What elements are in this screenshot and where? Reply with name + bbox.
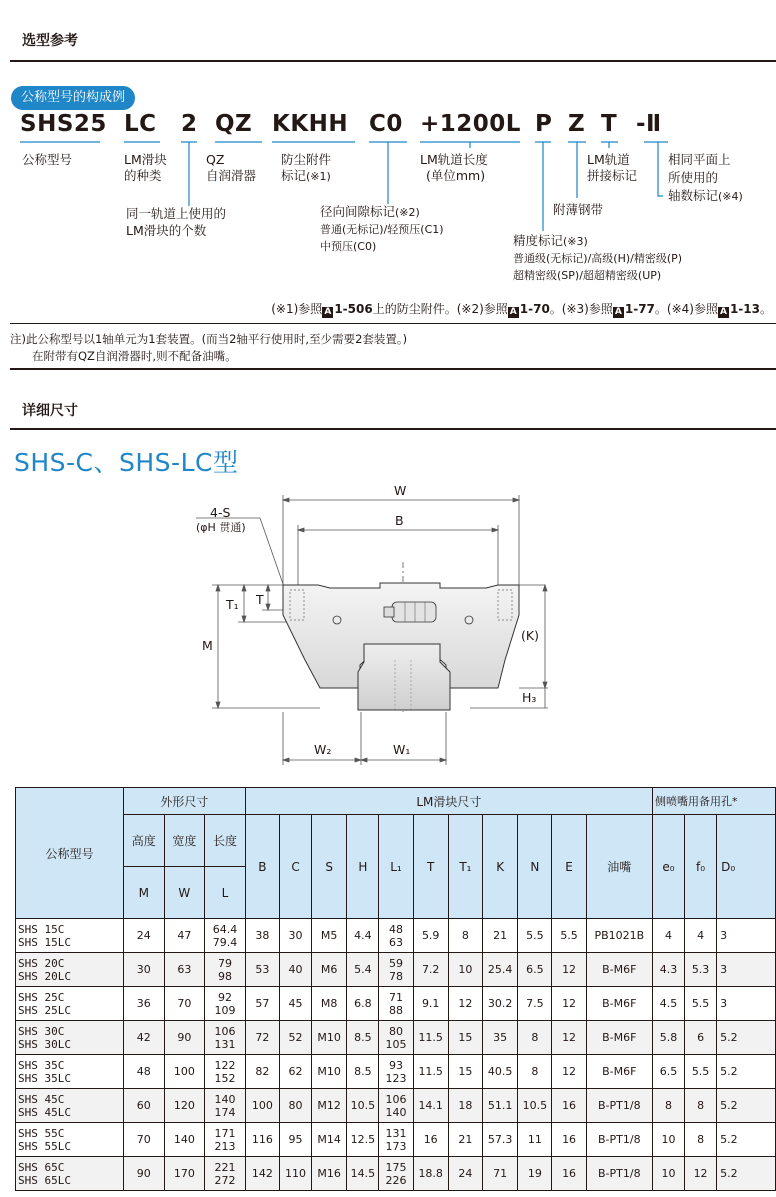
cell-model: SHS 20C SHS 20LC (16, 953, 124, 987)
cell-C: 80 (279, 1089, 311, 1123)
th-N: N (518, 815, 552, 919)
cell-e0: 10 (652, 1157, 684, 1191)
cell-D0: 5.2 (717, 1123, 776, 1157)
cell-D0: 3 (717, 953, 776, 987)
cell-S: M5 (312, 919, 347, 953)
cell-K: 21 (483, 919, 518, 953)
section-title-detail: 详细尺寸 (22, 403, 78, 419)
label-dust-1: 防尘附件 (281, 152, 332, 167)
cell-E: 16 (552, 1157, 586, 1191)
notes-rule-bottom (10, 368, 776, 370)
cell-C: 40 (279, 953, 311, 987)
pn-model: SHS25 (20, 111, 107, 137)
dim-holes-1: 4-S (210, 505, 231, 520)
table-row (16, 1157, 776, 1191)
cell-L1: 80 105 (379, 1021, 413, 1055)
cell-H: 14.5 (347, 1157, 379, 1191)
reference-line: (※1)参照 A 1-506上的防尘附件。(※2)参照 A 1-70。(※3)参照 A 1-77。(※4)参照 A 1-13。 (271, 302, 772, 317)
cell-N: 10.5 (518, 1089, 552, 1123)
cell-T: 16 (413, 1123, 448, 1157)
cell-L: 92 109 (205, 987, 246, 1021)
cell-H: 8.5 (347, 1021, 379, 1055)
cell-D0: 5.2 (717, 1089, 776, 1123)
th-B: B (245, 815, 279, 919)
label-block-type-1: LM滑块 (124, 152, 167, 167)
cell-f0: 5.5 (685, 987, 717, 1021)
cell-M: 36 (123, 987, 164, 1021)
cell-e0: 4.5 (652, 987, 684, 1021)
cell-D0: 3 (717, 919, 776, 953)
cell-M: 30 (123, 953, 164, 987)
cell-W: 100 (164, 1055, 205, 1089)
notes-rule (10, 323, 776, 324)
cell-M: 48 (123, 1055, 164, 1089)
cell-T: 5.9 (413, 919, 448, 953)
cell-B: 72 (245, 1021, 279, 1055)
cell-H: 4.4 (347, 919, 379, 953)
cell-N: 5.5 (518, 919, 552, 953)
label-steel-tape: 附薄钢带 (553, 202, 604, 217)
label-qz-2: 自润滑器 (206, 168, 257, 183)
cell-e0: 8 (652, 1089, 684, 1123)
pn-count: 2 (181, 111, 198, 137)
label-rail-length-1: LM轨道长度 (420, 152, 488, 167)
th-f0: f₀ (685, 815, 717, 919)
cell-K: 71 (483, 1157, 518, 1191)
cell-B: 142 (245, 1157, 279, 1191)
pn-rail-length: +1200L (420, 111, 521, 137)
cell-L: 171 213 (205, 1123, 246, 1157)
cell-C: 52 (279, 1021, 311, 1055)
cell-T: 9.1 (413, 987, 448, 1021)
cell-C: 62 (279, 1055, 311, 1089)
cell-L1: 48 63 (379, 919, 413, 953)
cell-nip: B-PT1/8 (586, 1123, 652, 1157)
cell-S: M12 (312, 1089, 347, 1123)
cell-B: 82 (245, 1055, 279, 1089)
table-row (16, 1089, 776, 1123)
cell-H: 12.5 (347, 1123, 379, 1157)
cell-model: SHS 65C SHS 65LC (16, 1157, 124, 1191)
th-W: W (164, 867, 205, 919)
cell-C: 30 (279, 919, 311, 953)
label-accuracy-3: 超精密级(SP)/超超精密级(UP) (513, 269, 662, 282)
cell-W: 47 (164, 919, 205, 953)
label-block-type-2: 的种类 (124, 168, 162, 183)
cell-nip: B-M6F (586, 1021, 652, 1055)
th-side: 侧喷嘴用备用孔* (652, 788, 775, 815)
th-length: 长度 (205, 815, 246, 867)
cell-L1: 71 88 (379, 987, 413, 1021)
label-accuracy-2: 普通级(无标记)/高级(H)/精密级(P) (513, 252, 683, 265)
cell-L1: 59 78 (379, 953, 413, 987)
section-rule (10, 428, 776, 430)
cell-K: 30.2 (483, 987, 518, 1021)
cell-nip: B-M6F (586, 953, 652, 987)
dim-M: M (202, 638, 213, 653)
cell-nip: B-PT1/8 (586, 1157, 652, 1191)
th-nipple: 油嘴 (586, 815, 652, 919)
label-rail-length-2: (单位mm) (426, 168, 486, 183)
cell-e0: 5.8 (652, 1021, 684, 1055)
note-2: 在附带有QZ自润滑器时,则不配备油嘴。 (32, 349, 237, 363)
th-T: T (413, 815, 448, 919)
cell-e0: 6.5 (652, 1055, 684, 1089)
cell-model: SHS 35C SHS 35LC (16, 1055, 124, 1089)
label-axes-2: 所使用的 (668, 170, 719, 185)
cell-f0: 4 (685, 919, 717, 953)
cell-T1: 15 (448, 1055, 482, 1089)
cell-T: 18.8 (413, 1157, 448, 1191)
cell-e0: 4.3 (652, 953, 684, 987)
cell-f0: 8 (685, 1123, 717, 1157)
cell-W: 90 (164, 1021, 205, 1055)
th-e0: e₀ (652, 815, 684, 919)
cell-T1: 15 (448, 1021, 482, 1055)
pn-steel-tape: Z (568, 111, 586, 137)
dim-W1: W₁ (393, 742, 411, 757)
cell-T1: 12 (448, 987, 482, 1021)
cell-E: 16 (552, 1123, 586, 1157)
pn-joint: T (601, 111, 618, 137)
cell-S: M10 (312, 1055, 347, 1089)
ref-box-icon: A (508, 307, 519, 318)
cell-E: 12 (552, 987, 586, 1021)
dim-holes-2: (φH 贯通) (196, 521, 246, 534)
cell-B: 53 (245, 953, 279, 987)
cell-H: 8.5 (347, 1055, 379, 1089)
cell-L1: 106 140 (379, 1089, 413, 1123)
cell-N: 6.5 (518, 953, 552, 987)
label-axes-1: 相同平面上 (668, 152, 731, 167)
cell-E: 5.5 (552, 919, 586, 953)
cell-T1: 21 (448, 1123, 482, 1157)
cell-T: 14.1 (413, 1089, 448, 1123)
th-S: S (312, 815, 347, 919)
ref-box-icon: A (613, 307, 624, 318)
th-L: L (205, 867, 246, 919)
cell-f0: 5.5 (685, 1055, 717, 1089)
cell-W: 140 (164, 1123, 205, 1157)
pn-accuracy: P (535, 111, 553, 137)
th-L1: L₁ (379, 815, 413, 919)
cell-L: 106 131 (205, 1021, 246, 1055)
cell-model: SHS 55C SHS 55LC (16, 1123, 124, 1157)
cell-T1: 10 (448, 953, 482, 987)
section-title-selection: 选型参考 (22, 33, 78, 49)
label-count-2: LM滑块的个数 (126, 223, 207, 238)
cell-C: 95 (279, 1123, 311, 1157)
cell-K: 25.4 (483, 953, 518, 987)
cell-C: 45 (279, 987, 311, 1021)
cell-e0: 4 (652, 919, 684, 953)
cell-B: 38 (245, 919, 279, 953)
cell-N: 7.5 (518, 987, 552, 1021)
cell-f0: 8 (685, 1089, 717, 1123)
cell-B: 116 (245, 1123, 279, 1157)
cell-E: 12 (552, 1021, 586, 1055)
th-T1: T₁ (448, 815, 482, 919)
cell-N: 8 (518, 1021, 552, 1055)
pn-clearance: C0 (369, 111, 403, 137)
cell-T1: 18 (448, 1089, 482, 1123)
cell-K: 57.3 (483, 1123, 518, 1157)
dim-W2: W₂ (314, 742, 332, 757)
cell-f0: 12 (685, 1157, 717, 1191)
label-clearance-3: 中预压(C0) (320, 240, 377, 253)
label-model: 公称型号 (22, 152, 73, 167)
th-M: M (123, 867, 164, 919)
label-joint-1: LM轨道 (587, 152, 630, 167)
cell-D0: 5.2 (717, 1055, 776, 1089)
cell-nip: B-M6F (586, 987, 652, 1021)
pn-qz: QZ (215, 111, 253, 137)
cell-model: SHS 45C SHS 45LC (16, 1089, 124, 1123)
cell-D0: 5.2 (717, 1021, 776, 1055)
label-clearance-1: 径向间隙标记(※2) (320, 204, 420, 219)
cell-N: 19 (518, 1157, 552, 1191)
table-row (16, 1055, 776, 1089)
ref-box-icon: A (718, 307, 729, 318)
cell-H: 5.4 (347, 953, 379, 987)
cell-L: 79 98 (205, 953, 246, 987)
table-row (16, 1021, 776, 1055)
cell-S: M16 (312, 1157, 347, 1191)
label-clearance-2: 普通(无标记)/轻预压(C1) (320, 223, 444, 236)
cell-e0: 10 (652, 1123, 684, 1157)
cell-nip: B-M6F (586, 1055, 652, 1089)
cell-M: 42 (123, 1021, 164, 1055)
cell-S: M6 (312, 953, 347, 987)
cell-K: 35 (483, 1021, 518, 1055)
label-dust-2: 标记(※1) (281, 168, 331, 183)
th-E: E (552, 815, 586, 919)
model-heading: SHS-C、SHS-LC型 (14, 448, 239, 477)
th-model: 公称型号 (16, 788, 124, 919)
label-axes-3: 轴数标记(※4) (668, 188, 743, 203)
cell-S: M8 (312, 987, 347, 1021)
cell-W: 120 (164, 1089, 205, 1123)
dim-B: B (395, 513, 404, 528)
cell-K: 40.5 (483, 1055, 518, 1089)
cell-T: 11.5 (413, 1021, 448, 1055)
cell-C: 110 (279, 1157, 311, 1191)
cell-L: 221 272 (205, 1157, 246, 1191)
dim-T: T (256, 592, 264, 607)
cell-model: SHS 25C SHS 25LC (16, 987, 124, 1021)
dim-K: (K) (521, 628, 539, 643)
cell-B: 57 (245, 987, 279, 1021)
cell-W: 170 (164, 1157, 205, 1191)
pn-block-type: LC (124, 111, 157, 137)
cell-D0: 5.2 (717, 1157, 776, 1191)
dim-W: W (394, 483, 407, 498)
cell-nip: PB1021B (586, 919, 652, 953)
cell-W: 70 (164, 987, 205, 1021)
table-row (16, 1123, 776, 1157)
cell-L1: 131 173 (379, 1123, 413, 1157)
cell-K: 51.1 (483, 1089, 518, 1123)
spec-table (15, 787, 776, 1191)
cell-N: 8 (518, 1055, 552, 1089)
pn-axes: -Ⅱ (636, 111, 662, 137)
table-row (16, 953, 776, 987)
cell-nip: B-PT1/8 (586, 1089, 652, 1123)
th-height: 高度 (123, 815, 164, 867)
cell-L: 122 152 (205, 1055, 246, 1089)
cell-D0: 3 (717, 987, 776, 1021)
cell-N: 11 (518, 1123, 552, 1157)
table-row (16, 919, 776, 953)
cell-W: 63 (164, 953, 205, 987)
label-count-1: 同一轨道上使用的 (126, 206, 227, 221)
cell-S: M10 (312, 1021, 347, 1055)
th-C: C (279, 815, 311, 919)
label-joint-2: 拼接标记 (587, 168, 638, 183)
cell-f0: 5.3 (685, 953, 717, 987)
table-row (16, 987, 776, 1021)
note-1: 注)此公称型号以1轴单元为1套装置。(而当2轴平行使用时,至少需要2套装置。) (10, 332, 408, 346)
cell-E: 16 (552, 1089, 586, 1123)
cell-H: 6.8 (347, 987, 379, 1021)
cell-L: 64.4 79.4 (205, 919, 246, 953)
cell-f0: 6 (685, 1021, 717, 1055)
pn-dust: KKHH (272, 111, 349, 137)
cell-T1: 8 (448, 919, 482, 953)
cell-H: 10.5 (347, 1089, 379, 1123)
th-H: H (347, 815, 379, 919)
th-K: K (483, 815, 518, 919)
cell-model: SHS 15C SHS 15LC (16, 919, 124, 953)
composition-example-pill: 公称型号的构成例 (11, 86, 135, 110)
cell-S: M14 (312, 1123, 347, 1157)
dim-T1: T₁ (226, 597, 239, 612)
th-block: LM滑块尺寸 (245, 788, 652, 815)
cell-L: 140 174 (205, 1089, 246, 1123)
cell-B: 100 (245, 1089, 279, 1123)
label-qz-1: QZ (206, 152, 225, 167)
cell-E: 12 (552, 953, 586, 987)
part-number-leaders (0, 0, 776, 290)
cell-M: 60 (123, 1089, 164, 1123)
label-accuracy-1: 精度标记(※3) (513, 233, 588, 248)
th-outer: 外形尺寸 (123, 788, 245, 815)
th-D0: D₀ (717, 815, 776, 919)
cell-L1: 175 226 (379, 1157, 413, 1191)
cell-T1: 24 (448, 1157, 482, 1191)
cell-T: 7.2 (413, 953, 448, 987)
cell-M: 24 (123, 919, 164, 953)
cell-T: 11.5 (413, 1055, 448, 1089)
cell-M: 70 (123, 1123, 164, 1157)
th-width: 宽度 (164, 815, 205, 867)
dim-H3: H₃ (522, 690, 537, 705)
ref-box-icon: A (322, 307, 333, 318)
cell-E: 12 (552, 1055, 586, 1089)
cell-L1: 93 123 (379, 1055, 413, 1089)
cell-model: SHS 30C SHS 30LC (16, 1021, 124, 1055)
cell-M: 90 (123, 1157, 164, 1191)
